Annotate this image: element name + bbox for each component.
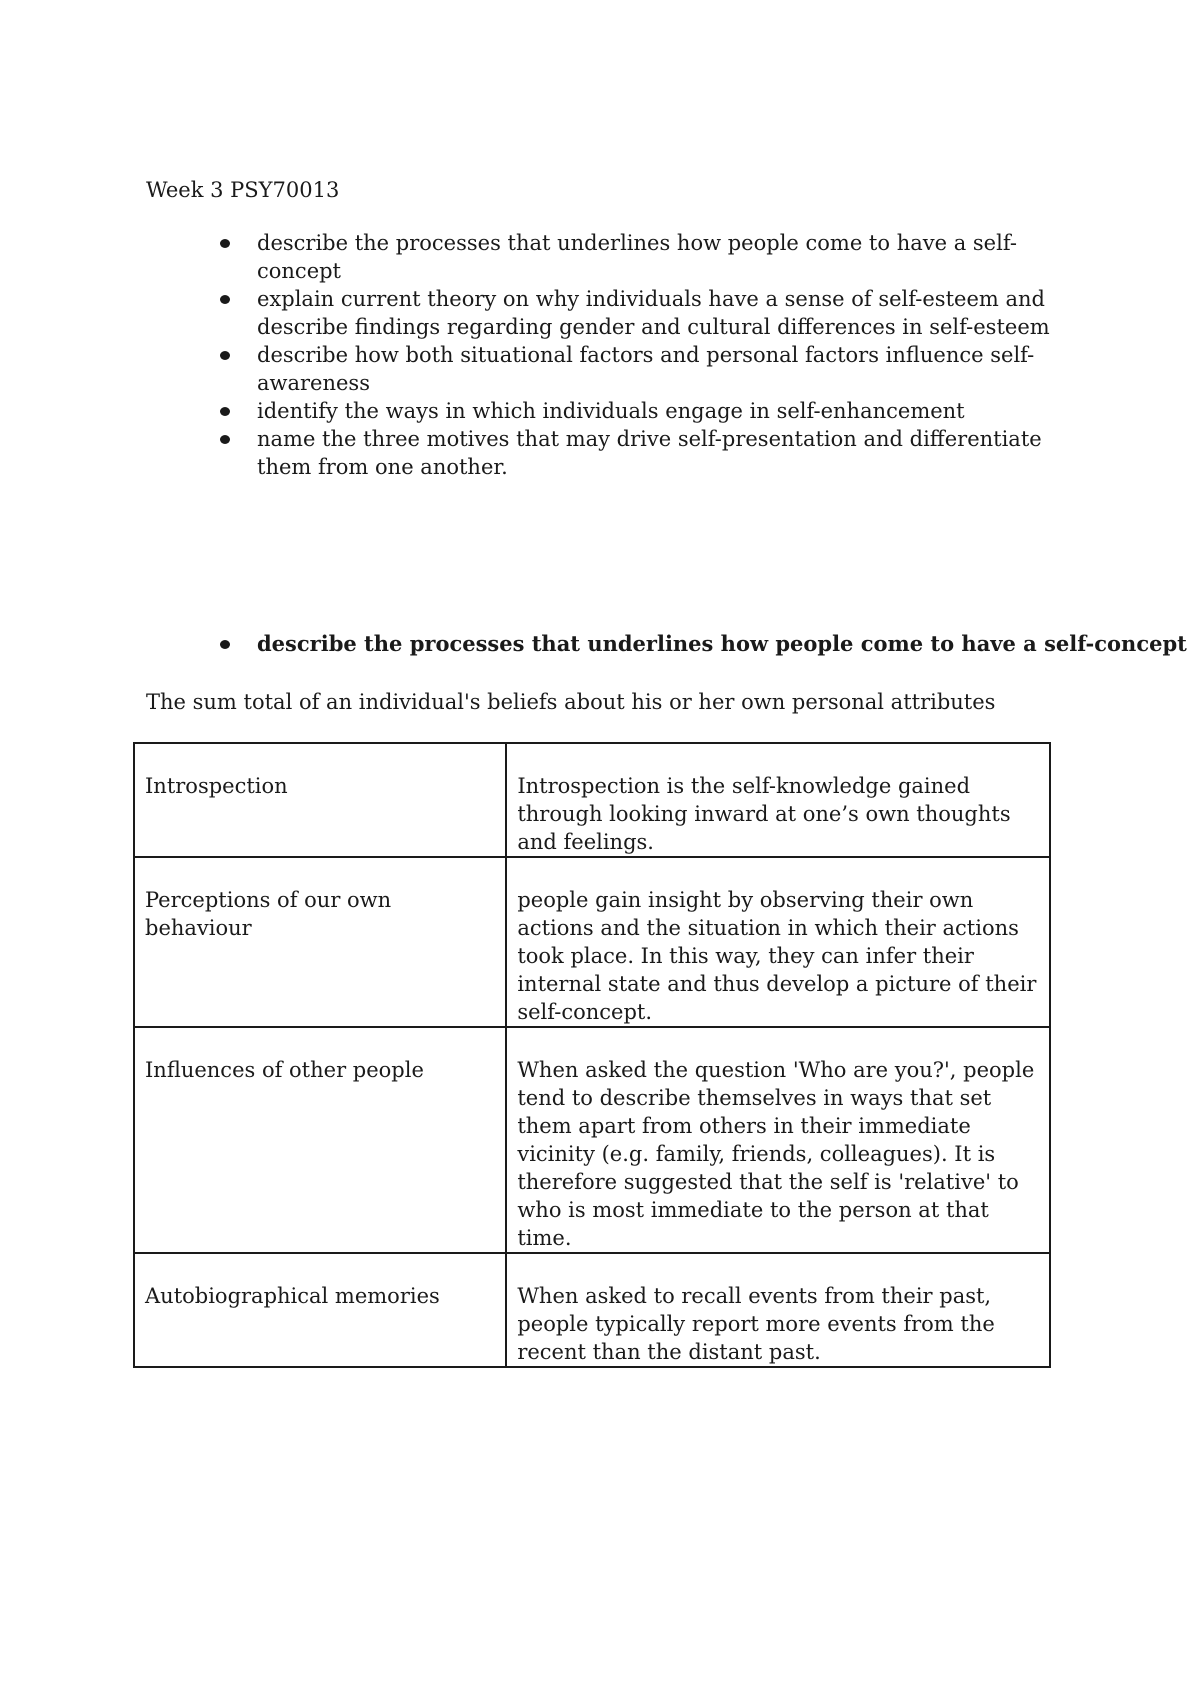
document-title: Week 3 PSY70013 — [146, 178, 340, 202]
section-heading-text: describe the processes that underlines how people come to have a self-concept — [257, 631, 1187, 656]
self-concept-table — [133, 742, 1051, 1368]
section-heading-list — [0, 630, 1187, 658]
description-cell — [506, 1253, 1050, 1367]
bullet-icon — [220, 295, 230, 304]
description-cell — [506, 1027, 1050, 1253]
term-cell — [134, 743, 506, 857]
bullet-icon — [220, 239, 230, 248]
bullet-icon — [220, 351, 230, 360]
term-text: Introspection — [145, 774, 288, 798]
table-row — [134, 857, 1050, 1027]
objective-item — [0, 341, 1077, 397]
term-cell — [134, 1027, 506, 1253]
section-heading — [0, 630, 1187, 658]
description-cell — [506, 743, 1050, 857]
table-row — [134, 743, 1050, 857]
term-text: Autobiographical memories — [145, 1284, 440, 1308]
bullet-icon — [220, 640, 230, 649]
table-row — [134, 1027, 1050, 1253]
term-text: Influences of other people — [145, 1058, 424, 1082]
description-text: When asked the question 'Who are you?', people tend to describe themselves in ways that set them apart from others in their immediate vicinity (e.g. family, friends, colleagues). It is therefore suggested that the self is 'relative' to who is most immediate to the person at that time. — [517, 1058, 1035, 1250]
term-text: Perceptions of our own behaviour — [145, 888, 392, 940]
term-cell — [134, 857, 506, 1027]
objective-text: describe how both situational factors and personal factors influence self-awareness — [257, 343, 1035, 395]
table-row — [134, 1253, 1050, 1367]
bullet-icon — [220, 407, 230, 416]
description-text: When asked to recall events from their past, people typically report more events from the recent than the distant past. — [517, 1284, 995, 1364]
description-text: people gain insight by observing their own actions and the situation in which their actions took place. In this way, they can infer their internal state and thus develop a picture of their self-concept. — [517, 888, 1037, 1024]
objectives-list — [0, 229, 1100, 481]
objective-text: name the three motives that may drive self-presentation and differentiate them from one another. — [257, 427, 1042, 479]
objective-item — [0, 397, 1077, 425]
bullet-icon — [220, 435, 230, 444]
objective-item — [0, 229, 1077, 285]
term-cell — [134, 1253, 506, 1367]
objective-item — [0, 425, 1077, 481]
description-cell — [506, 857, 1050, 1027]
objective-text: explain current theory on why individuals have a sense of self-esteem and describe findings regarding gender and cultural differences in self-esteem — [257, 287, 1050, 339]
objective-text: identify the ways in which individuals engage in self-enhancement — [257, 399, 965, 423]
objective-item — [0, 285, 1077, 341]
intro-paragraph: The sum total of an individual's beliefs about his or her own personal attributes — [146, 690, 996, 714]
objective-text: describe the processes that underlines how people come to have a self-concept — [257, 231, 1017, 283]
description-text: Introspection is the self-knowledge gained through looking inward at one’s own thoughts and feelings. — [517, 774, 1011, 854]
